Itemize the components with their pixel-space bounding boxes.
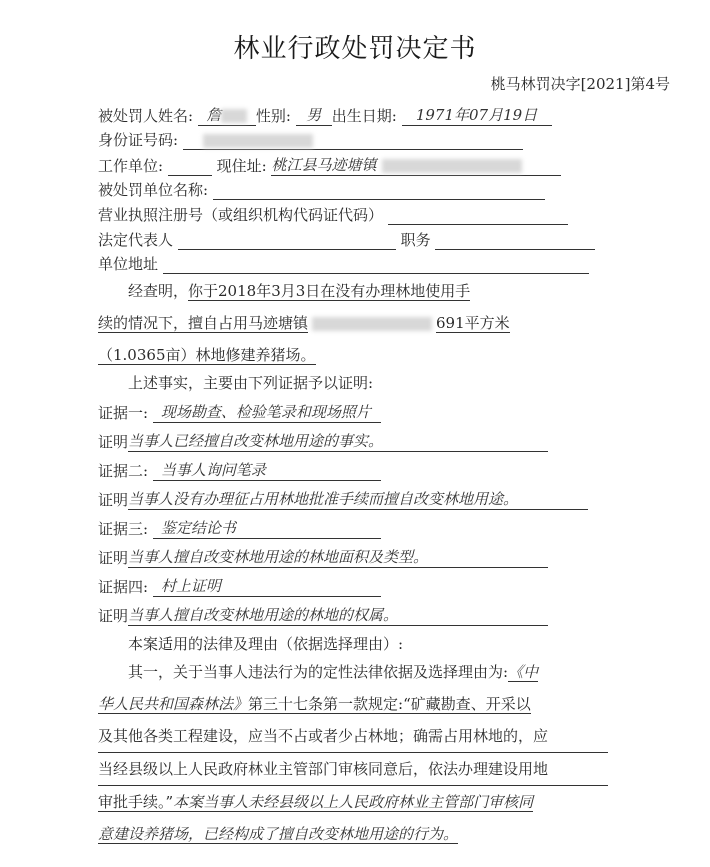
- law-line: 当经县级以上人民政府林业主管部门审核同意后，依法办理建设用地: [98, 753, 608, 786]
- org-address-row: [98, 253, 589, 274]
- name-label: 被处罚人姓名:: [98, 107, 194, 125]
- findings-line: （1.0365亩）林地修建养猪场。: [98, 346, 316, 364]
- law-intro: 本案适用的法律及理由（依据选择理由）:: [128, 635, 404, 653]
- legal-rep-value: [178, 249, 396, 250]
- document-number: 桃马林罚决字[2021]第4号: [490, 75, 670, 93]
- id-value: [183, 131, 523, 150]
- document-title: 林业行政处罚决定书: [233, 34, 477, 64]
- personal-info-row: [98, 104, 552, 126]
- findings-line: 续的情况下，擅自占用马迹塘镇 691平方米: [98, 314, 510, 332]
- address-label: 现住址:: [216, 157, 267, 175]
- gender-value: 男: [296, 104, 332, 126]
- work-label: 工作单位:: [98, 157, 164, 175]
- evidence-proof: 证明当事人擅自改变林地用途的林地面积及类型。: [98, 546, 548, 568]
- redaction-mark: [312, 317, 432, 331]
- position-value: [435, 249, 595, 250]
- evidence-proof: 证明当事人没有办理征占用林地批准手续而擅自改变林地用途。: [98, 488, 588, 510]
- org-value: [213, 199, 545, 200]
- license-row: [98, 204, 568, 225]
- redaction-mark: [382, 159, 522, 173]
- evidence-item: 证据四: 村上证明: [98, 575, 381, 597]
- work-address-row: [98, 154, 561, 176]
- law-line: 及其他各类工程建设，应当不占或者少占林地；确需占用林地的，应: [98, 720, 608, 753]
- evidence-intro: 上述事实，主要由下列证据予以证明:: [128, 374, 374, 392]
- name-value: 詹: [198, 104, 256, 126]
- law-line: 其一，关于当事人违法行为的定性法律依据及选择理由为:《中: [128, 663, 539, 681]
- redaction-mark: [203, 134, 313, 148]
- org-address-label: 单位地址: [98, 255, 159, 273]
- id-row: [98, 129, 523, 150]
- birth-label: 出生日期:: [331, 107, 397, 125]
- evidence-proof: 证明当事人已经擅自改变林地用途的事实。: [98, 430, 548, 452]
- law-line: 审批手续。”本案当事人未经县级以上人民政府林业主管部门审核同: [98, 793, 534, 811]
- org-name-row: [98, 179, 545, 200]
- org-address-value: [163, 273, 589, 274]
- legal-rep-label: 法定代表人: [98, 231, 174, 249]
- work-value: [168, 175, 212, 176]
- license-value: [388, 224, 568, 225]
- evidence-item: 证据三: 鉴定结论书: [98, 517, 381, 539]
- findings-line: 经查明，你于2018年3月3日在没有办理林地使用手: [128, 282, 471, 300]
- evidence-item: 证据一: 现场勘查、检验笔录和现场照片: [98, 401, 381, 423]
- org-label: 被处罚单位名称:: [98, 181, 209, 199]
- law-line: 华人民共和国森林法》第三十七条第一款规定:“矿藏勘查、开采以: [98, 695, 531, 713]
- law-line: 意建设养猪场，已经构成了擅自改变林地用途的行为。: [98, 825, 459, 843]
- evidence-item: 证据二: 当事人询问笔录: [98, 459, 381, 481]
- findings-paragraph: [98, 275, 598, 371]
- gender-label: 性别:: [255, 107, 291, 125]
- law-paragraph: [98, 656, 608, 850]
- evidence-proof: 证明当事人擅自改变林地用途的林地的权属。: [98, 604, 548, 626]
- position-label: 职务: [400, 231, 431, 249]
- address-value: 桃江县马迹塘镇: [271, 154, 561, 176]
- license-label: 营业执照注册号（或组织机构代码证代码）: [98, 206, 384, 224]
- legal-rep-row: [98, 229, 595, 250]
- redaction-mark: [221, 109, 247, 123]
- id-label: 身份证号码:: [98, 131, 179, 149]
- birth-value: 1971年07月19日: [402, 104, 552, 126]
